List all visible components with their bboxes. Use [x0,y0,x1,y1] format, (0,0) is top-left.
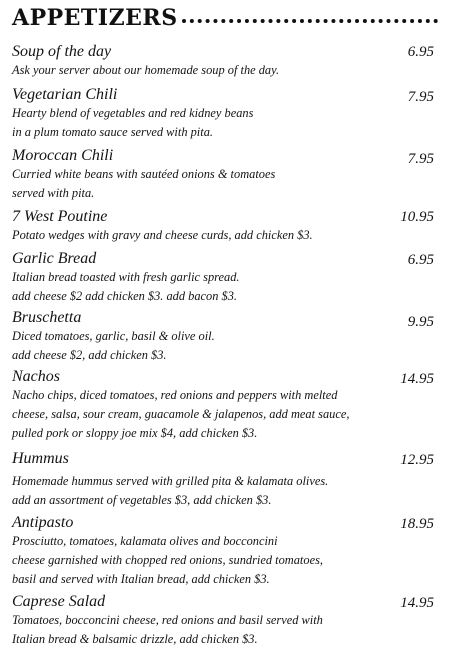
item-description: Nacho chips, diced tomatoes, red onions and peppers with melted [12,388,338,402]
menu-item-antipasto [12,513,434,589]
section-header [12,4,438,32]
menu-item-caprese-salad [12,592,434,649]
menu-item-garlic-bread [12,249,434,306]
item-description: Potato wedges with gravy and cheese curds, add chicken $3. [12,228,313,242]
item-description: Italian bread toasted with fresh garlic spread. [12,270,240,284]
dotted-leader [182,19,438,23]
item-description: Curried white beans with sautéed onions & tomatoes [12,167,276,181]
item-price: 9.95 [407,314,434,330]
item-description: Prosciutto, tomatoes, kalamata olives and bocconcini [12,534,278,548]
item-price: 6.95 [407,44,434,60]
item-price: 6.95 [407,252,434,268]
item-description: add cheese $2, add chicken $3. [12,348,167,362]
item-price: 7.95 [407,151,434,167]
item-description: served with pita. [12,186,95,200]
item-price: 18.95 [400,516,434,532]
item-description: add an assortment of vegetables $3, add chicken $3. [12,493,272,507]
item-description: Homemade hummus served with grilled pita & kalamata olives. [12,474,329,488]
item-name: 7 West Poutine [12,208,108,225]
item-name: Hummus [12,450,69,467]
item-price: 10.95 [400,209,434,225]
item-price: 14.95 [400,371,434,387]
item-name: Nachos [12,368,60,385]
item-description: Italian bread & balsamic drizzle, add chicken $3. [12,632,258,646]
item-description: Hearty blend of vegetables and red kidney beans [12,106,254,120]
item-name: Moroccan Chili [12,147,114,164]
item-price: 14.95 [400,595,434,611]
item-name: Bruschetta [12,309,82,326]
item-description: Ask your server about our homemade soup of the day. [12,63,280,77]
menu-item-vegetarian-chili [12,85,434,142]
item-name: Caprese Salad [12,593,106,610]
item-description: cheese, salsa, sour cream, guacamole & jalapenos, add meat sauce, [12,407,350,421]
menu-item-nachos [12,367,434,443]
item-description: basil and served with Italian bread, add chicken $3. [12,572,270,586]
item-description: cheese garnished with chopped red onions, sundried tomatoes, [12,553,323,567]
item-name: Garlic Bread [12,250,97,267]
item-name: Soup of the day [12,43,112,60]
item-description: pulled pork or sloppy joe mix $4, add chicken $3. [12,426,258,440]
item-name: Vegetarian Chili [12,86,118,103]
section-title: APPETIZERS [12,5,178,31]
menu-item-moroccan-chili [12,146,434,203]
menu-item-7-west-poutine [12,207,434,245]
menu-item-bruschetta [12,308,434,365]
item-description: Diced tomatoes, garlic, basil & olive oil. [12,329,215,343]
item-price: 12.95 [400,452,434,468]
item-description: Tomatoes, bocconcini cheese, red onions and basil served with [12,613,323,627]
menu-item-hummus [12,449,434,510]
item-name: Antipasto [12,514,74,531]
item-description: in a plum tomato sauce served with pita. [12,125,213,139]
item-description: add cheese $2 add chicken $3. add bacon $3. [12,289,238,303]
menu-item-soup-of-the-day [12,42,434,80]
item-price: 7.95 [407,89,434,105]
